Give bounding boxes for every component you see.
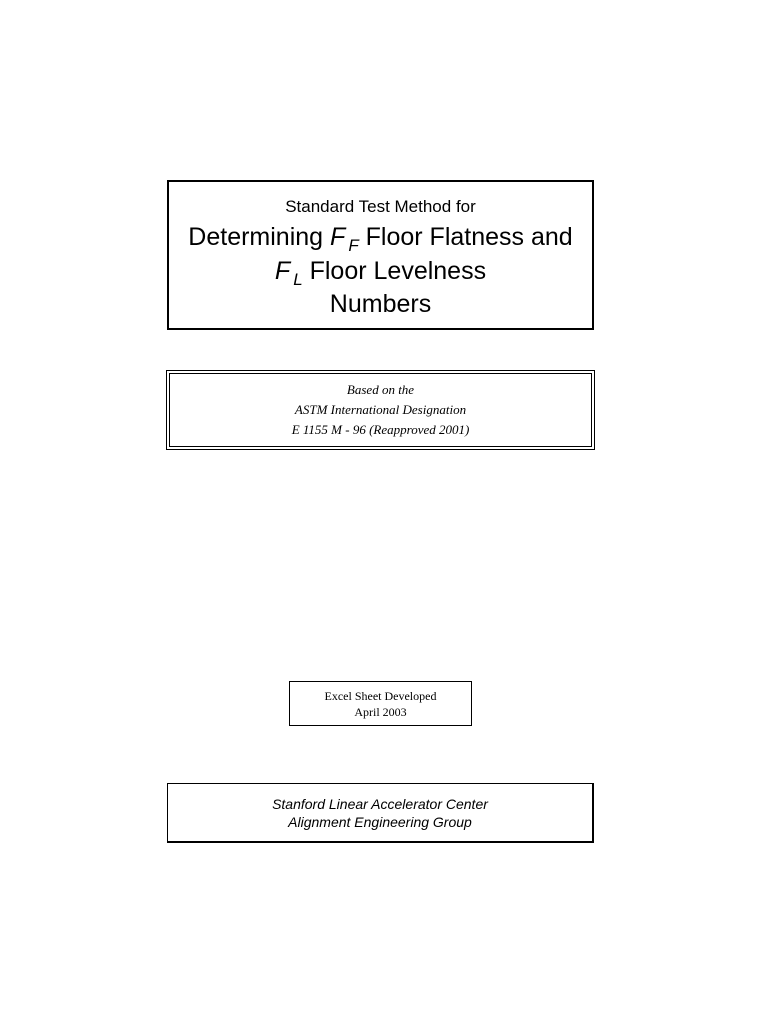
fl-symbol: F [274, 257, 291, 285]
ff-subscript: F [348, 236, 359, 255]
title-line-2 [169, 256, 592, 289]
organization-box [167, 783, 594, 843]
basis-line-3: E 1155 M - 96 (Reapproved 2001) [291, 422, 470, 437]
title-box [167, 180, 594, 330]
title-line-2-suffix: Floor Levelness [302, 257, 487, 285]
org-line-2: Alignment Engineering Group [288, 814, 472, 830]
astm-basis-inner [169, 373, 592, 447]
excel-line-2: April 2003 [354, 705, 407, 719]
excel-line-1: Excel Sheet Developed [324, 689, 437, 703]
title-line-1 [169, 222, 592, 255]
org-line-1: Stanford Linear Accelerator Center [272, 796, 488, 812]
title-line-1-suffix: Floor Flatness and [358, 223, 573, 251]
fl-subscript: L [293, 270, 303, 289]
title-line-3: Numbers [329, 290, 432, 318]
title-subtitle: Standard Test Method for [285, 197, 476, 216]
basis-line-1: Based on the [346, 382, 415, 397]
ff-symbol: F [330, 223, 346, 251]
astm-basis-box [166, 370, 595, 450]
excel-info-box [289, 681, 472, 726]
basis-line-2: ASTM International Designation [294, 402, 467, 417]
title-line-1-prefix: Determining [188, 223, 331, 251]
